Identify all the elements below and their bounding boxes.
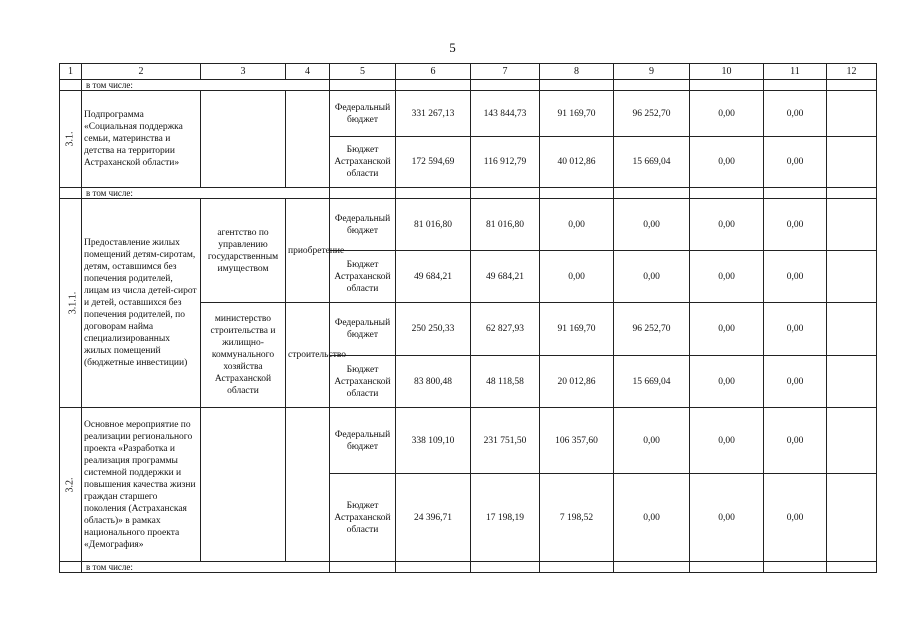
value-cell: 20 012,86 xyxy=(540,356,614,408)
value-cell: 81 016,80 xyxy=(396,199,471,251)
value-cell: 15 669,04 xyxy=(614,137,690,188)
table-row xyxy=(60,408,877,474)
note-text: в том числе: xyxy=(82,80,330,91)
note-row xyxy=(60,80,877,91)
value-cell: 0,00 xyxy=(540,199,614,251)
value-cell: 116 912,79 xyxy=(471,137,540,188)
value-cell: 83 800,48 xyxy=(396,356,471,408)
value-cell: 0,00 xyxy=(690,408,764,474)
value-cell: 91 169,70 xyxy=(540,303,614,356)
col-header: 3 xyxy=(201,64,286,80)
value-cell: 0,00 xyxy=(764,251,827,303)
value-cell: 0,00 xyxy=(690,474,764,562)
value-cell: 0,00 xyxy=(764,408,827,474)
value-cell: 0,00 xyxy=(690,251,764,303)
value-cell: 143 844,73 xyxy=(471,91,540,137)
col-header: 2 xyxy=(82,64,201,80)
funding-source: Бюджет Астраханской области xyxy=(330,137,396,188)
note-text: в том числе: xyxy=(82,562,330,573)
value-cell: 0,00 xyxy=(614,408,690,474)
col-header: 8 xyxy=(540,64,614,80)
value-cell: 0,00 xyxy=(614,251,690,303)
value-cell: 40 012,86 xyxy=(540,137,614,188)
value-cell: 0,00 xyxy=(690,303,764,356)
value-cell: 0,00 xyxy=(690,356,764,408)
col-header: 9 xyxy=(614,64,690,80)
budget-table xyxy=(59,63,877,573)
row-name: Предоставление жилых помещений детям-сиротам, детям, оставшимся без попечения родителей, лицам из числа детей-сирот и детей, оставшихся без попечения родителей, по договорам найма специализированных жилых помещений (бюджетные инвестиции) xyxy=(82,199,201,408)
value-cell: 331 267,13 xyxy=(396,91,471,137)
page-number: 5 xyxy=(449,40,456,55)
value-cell: 0,00 xyxy=(614,199,690,251)
col-header: 7 xyxy=(471,64,540,80)
value-cell: 106 357,60 xyxy=(540,408,614,474)
note-row xyxy=(60,562,877,573)
value-cell: 0,00 xyxy=(614,474,690,562)
value-cell: 0,00 xyxy=(764,137,827,188)
value-cell: 172 594,69 xyxy=(396,137,471,188)
funding-source: Бюджет Астраханской области xyxy=(330,356,396,408)
row-number: 3.1.1. xyxy=(60,199,82,408)
value-cell: 0,00 xyxy=(690,91,764,137)
row-name: Основное мероприятие по реализации регионального проекта «Разработка и реализация программы системной поддержки и повышения качества жизни граждан старшего поколения (Астраханская область)» в рамках национального проекта «Демография» xyxy=(82,408,201,562)
row-number: 3.2. xyxy=(60,408,82,562)
value-cell: 49 684,21 xyxy=(471,251,540,303)
value-cell: 7 198,52 xyxy=(540,474,614,562)
header-row xyxy=(60,64,877,80)
value-cell: 96 252,70 xyxy=(614,91,690,137)
value-cell: 0,00 xyxy=(764,474,827,562)
executor: агентство по управлению государственным имуществом xyxy=(201,199,286,303)
value-cell: 338 109,10 xyxy=(396,408,471,474)
value-cell: 0,00 xyxy=(764,356,827,408)
value-cell: 0,00 xyxy=(764,199,827,251)
col-header: 10 xyxy=(690,64,764,80)
action-type: строительство xyxy=(286,303,330,408)
table-row xyxy=(60,199,877,251)
value-cell: 231 751,50 xyxy=(471,408,540,474)
col-header: 4 xyxy=(286,64,330,80)
action-type: приобретение xyxy=(286,199,330,303)
table-row xyxy=(60,91,877,137)
value-cell: 17 198,19 xyxy=(471,474,540,562)
value-cell: 96 252,70 xyxy=(614,303,690,356)
row-number: 3.1. xyxy=(60,91,82,188)
note-text: в том числе: xyxy=(82,188,330,199)
value-cell: 0,00 xyxy=(540,251,614,303)
value-cell: 24 396,71 xyxy=(396,474,471,562)
value-cell: 15 669,04 xyxy=(614,356,690,408)
executor: министерство строительства и жилищно-коммунального хозяйства Астраханской области xyxy=(201,303,286,408)
col-header: 12 xyxy=(827,64,877,80)
funding-source: Федеральный бюджет xyxy=(330,408,396,474)
funding-source: Бюджет Астраханской области xyxy=(330,474,396,562)
value-cell: 0,00 xyxy=(764,91,827,137)
col-header: 5 xyxy=(330,64,396,80)
value-cell: 0,00 xyxy=(690,137,764,188)
funding-source: Федеральный бюджет xyxy=(330,199,396,251)
value-cell: 81 016,80 xyxy=(471,199,540,251)
value-cell: 48 118,58 xyxy=(471,356,540,408)
note-row xyxy=(60,188,877,199)
value-cell: 91 169,70 xyxy=(540,91,614,137)
value-cell: 0,00 xyxy=(690,199,764,251)
col-header: 6 xyxy=(396,64,471,80)
funding-source: Федеральный бюджет xyxy=(330,91,396,137)
value-cell: 49 684,21 xyxy=(396,251,471,303)
value-cell: 62 827,93 xyxy=(471,303,540,356)
row-name: Подпрограмма «Социальная поддержка семьи, материнства и детства на территории Астраханской области» xyxy=(82,91,201,188)
value-cell: 250 250,33 xyxy=(396,303,471,356)
col-header: 11 xyxy=(764,64,827,80)
col-header: 1 xyxy=(60,64,82,80)
funding-source: Федеральный бюджет xyxy=(330,303,396,356)
funding-source: Бюджет Астраханской области xyxy=(330,251,396,303)
value-cell: 0,00 xyxy=(764,303,827,356)
